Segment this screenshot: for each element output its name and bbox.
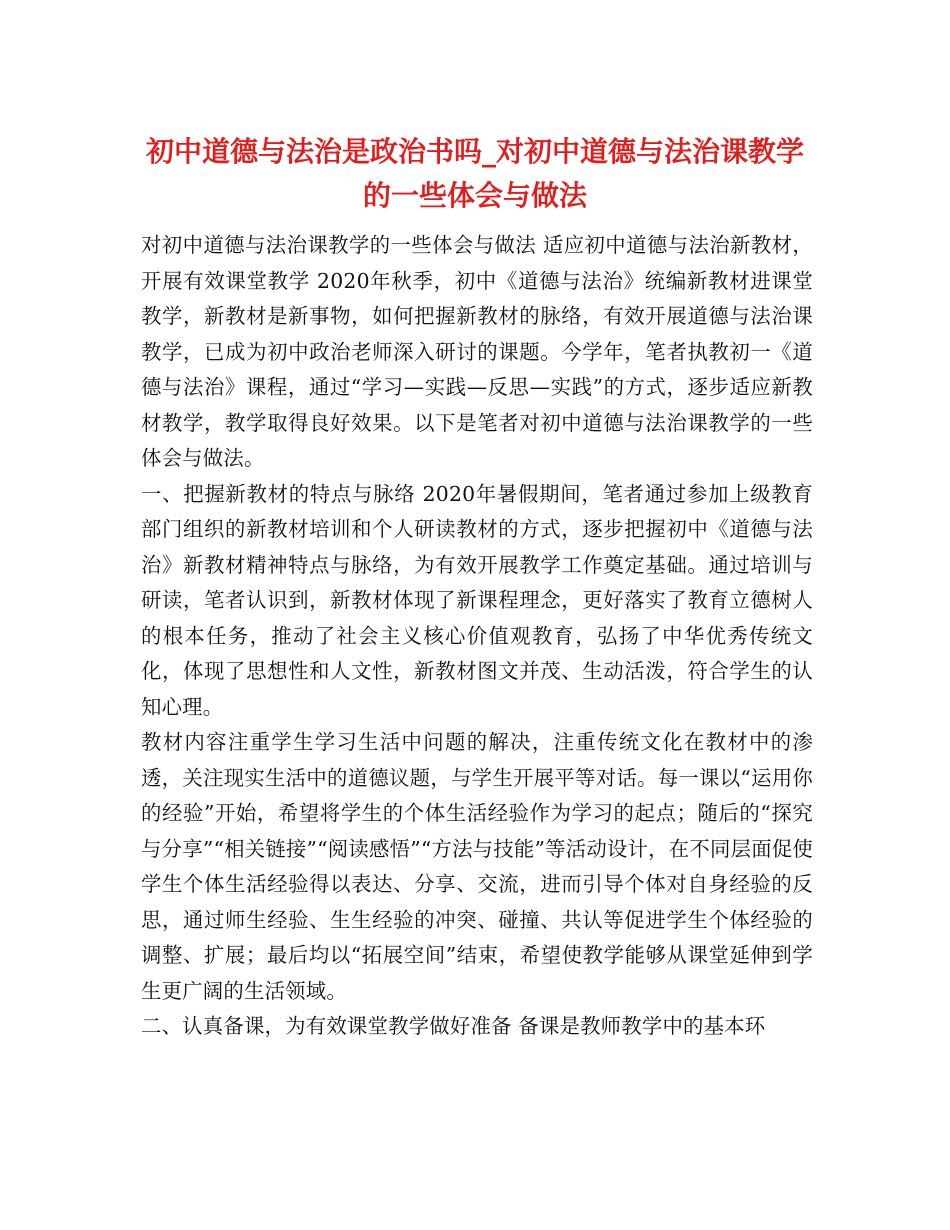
document-body <box>141 228 813 1045</box>
paragraph-section-2: 二、认真备课，为有效课堂教学做好准备 备课是教师教学中的基本环 <box>141 1014 766 1038</box>
document-title-line-1: 初中道德与法治是政治书吗_对初中道德与法治课教学 <box>145 135 804 168</box>
paragraph-section-1: 一、把握新教材的特点与脉络 2020年暑假期间，笔者通过参加上级教育部门组织的新教材培训和个人研读教材的方式，逐步把握初中《道德与法治》新教材精神特点与脉络，为有效开展教学工作奠定基础。通过培训与研读，笔者认识到，新教材体现了新课程理念，更好落实了教育立德树人的根本任务，推动了社会主义核心价值观教育，弘扬了中华优秀传统文化，体现了思想性和人文性，新教材图文并茂、生动活泼，符合学生的认知心理。 <box>141 481 813 719</box>
document-title-line-2: 的一些体会与做法 <box>362 179 587 212</box>
paragraph-textbook-content: 教材内容注重学生学习生活中问题的解决，注重传统文化在教材中的渗透，关注现实生活中的道德议题，与学生开展平等对话。每一课以“运用你的经验”开始，希望将学生的个体生活经验作为学习的起点；随后的“探究与分享”“相关链接”“阅读感悟”“方法与技能”等活动设计，在不同层面促使学生个体生活经验得以表达、分享、交流，进而引导个体对自身经验的反思，通过师生经验、生生经验的冲突、碰撞、共认等促进学生个体经验的调整、扩展；最后均以“拓展空间”结束，希望使教学能够从课堂延伸到学生更广阔的生活领域。 <box>141 730 813 1003</box>
paragraph-intro: 对初中道德与法治课教学的一些体会与做法 适应初中道德与法治新教材，开展有效课堂教学 2020年秋季，初中《道德与法治》统编新教材进课堂教学，新教材是新事物，如何把握新教材的脉络，有效开展道德与法治课教学，已成为初中政治老师深入研讨的课题。今学年，笔者执教初一《道德与法治》课程，通过“学习—实践—反思—实践”的方式，逐步适应新教材教学，教学取得良好效果。以下是笔者对初中道德与法治课教学的一些体会与做法。 <box>141 233 813 470</box>
